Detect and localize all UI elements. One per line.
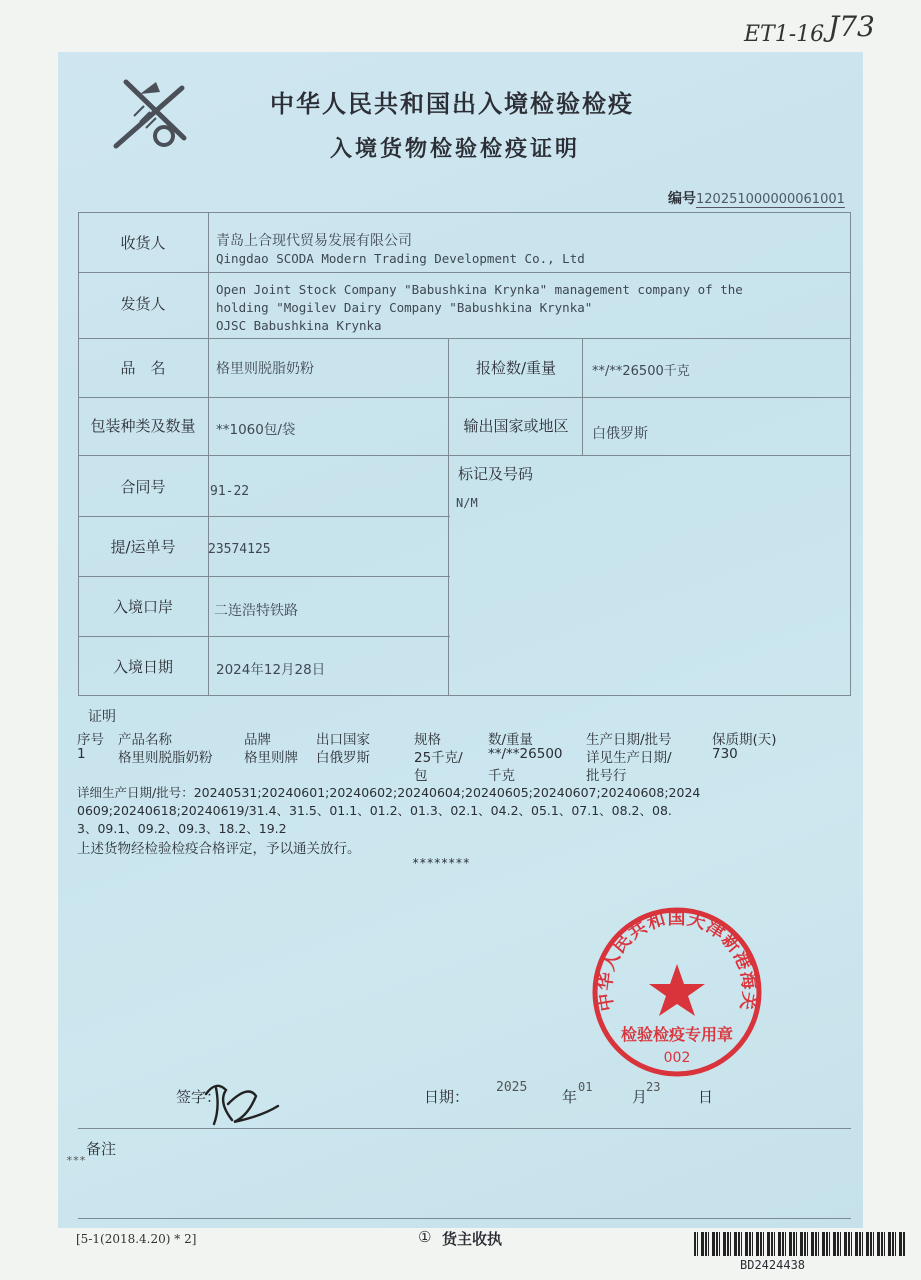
sign-year-unit: 年	[562, 1088, 578, 1106]
document-subtitle: 入境货物检验检疫证明	[330, 137, 581, 162]
row-country: 白俄罗斯	[316, 750, 370, 766]
table-row-line	[78, 397, 851, 398]
seal-number: 002	[663, 1050, 691, 1066]
row-spec: 25千克/	[414, 750, 463, 766]
production-batch-detail-3: 3、09.1、09.2、09.3、18.2、19.2	[77, 821, 287, 836]
seal-inner-text: 检验检疫专用章	[620, 1025, 734, 1044]
origin-country-value: 白俄罗斯	[592, 426, 648, 442]
customs-emblem-icon	[104, 76, 196, 154]
table-border-left	[78, 212, 79, 696]
signature-label: 签字：	[176, 1088, 222, 1106]
consignee-label: 收货人	[120, 234, 166, 252]
table-mid-divider	[448, 338, 449, 695]
copy-label: 货主收执	[442, 1230, 503, 1248]
entry-port-label: 入境口岸	[112, 598, 173, 616]
table-border-right	[850, 212, 851, 696]
serial-number	[668, 188, 845, 208]
table-border-top	[78, 212, 851, 213]
table-row-line	[78, 636, 450, 637]
entry-date-value: 2024年12月28日	[216, 662, 326, 678]
row-index: 1	[77, 746, 86, 762]
table-border-bottom	[78, 695, 851, 696]
col-header-index: 序号	[77, 732, 104, 748]
col-header-brand: 品牌	[244, 732, 271, 748]
package-value: **1060包/袋	[216, 422, 296, 438]
consignee-name-en: Qingdao SCODA Modern Trading Development Co., Ltd	[216, 251, 585, 266]
consignee-name-cn: 青岛上合现代贸易发展有限公司	[216, 233, 412, 249]
col-header-country: 出口国家	[316, 732, 370, 748]
col-header-shelf-life: 保质期(天)	[712, 732, 777, 748]
handwritten-note-2: J73	[828, 10, 875, 43]
official-seal	[588, 906, 766, 1078]
product-name-label: 品 名	[120, 359, 166, 377]
row-quantity-unit: 千克	[488, 768, 515, 784]
package-label: 包装种类及数量	[90, 417, 196, 435]
row-batch-2: 批号行	[586, 768, 627, 784]
sign-day-unit: 日	[698, 1088, 714, 1106]
row-spec-unit: 包	[414, 768, 428, 784]
row-batch: 详见生产日期/	[586, 750, 672, 766]
contract-number-value: 91-22	[210, 484, 250, 499]
table-row-line	[78, 272, 851, 273]
consignor-label: 发货人	[120, 295, 166, 313]
col-header-quantity: 数/重量	[488, 732, 534, 748]
contract-number-label: 合同号	[120, 478, 166, 496]
origin-country-label: 输出国家或地区	[463, 417, 569, 435]
form-code: [5-1(2018.4.20) * 2]	[76, 1232, 197, 1246]
table-row-line	[78, 338, 851, 339]
col-header-batch: 生产日期/批号	[586, 732, 672, 748]
seal-outer-text: 中华人民共和国天津新港海关	[594, 907, 760, 1013]
table-mid-divider-2	[582, 338, 583, 455]
production-batch-detail-2: 0609;20240618;20240619/31.4、31.5、01.1、01.2、01.3、02.1、04.2、05.1、07.1、08.2、08.	[77, 803, 672, 818]
row-shelf-life: 730	[712, 746, 738, 762]
quantity-weight-label: 报检数/重量	[475, 359, 557, 377]
signature-icon	[198, 1074, 282, 1130]
seal-star-icon	[649, 964, 705, 1016]
copy-mark: ①	[418, 1228, 432, 1246]
consignor-line-2: holding "Mogilev Dairy Company "Babushkina Krynka"	[216, 300, 593, 315]
certificate-end-stars: ********	[412, 856, 470, 870]
remarks-bottom-line	[78, 1218, 851, 1219]
quantity-weight-value: **/**26500千克	[592, 364, 690, 379]
sign-date-label: 日期：	[424, 1088, 470, 1106]
bill-number-value: 23574125	[208, 542, 271, 557]
handwritten-note-1: ET1-16	[744, 22, 825, 47]
certificate-heading: 证明	[88, 709, 116, 725]
table-row-line	[78, 576, 450, 577]
production-batch-detail-1: 详细生产日期/批号：20240531;20240601;20240602;20240604;20240605;20240607;20240608;2024	[77, 785, 701, 800]
row-brand: 格里则牌	[244, 750, 298, 766]
row-product: 格里则脱脂奶粉	[118, 750, 213, 766]
product-name-value: 格里则脱脂奶粉	[216, 361, 314, 377]
marks-label: 标记及号码	[458, 465, 534, 483]
remarks-label: 备注	[86, 1140, 117, 1158]
table-row-line	[78, 455, 851, 456]
table-col-divider	[208, 212, 209, 696]
serial-label: 编号	[668, 191, 696, 207]
consignor-line-3: OJSC Babushkina Krynka	[216, 318, 382, 333]
remarks-value: ***	[66, 1154, 86, 1167]
col-header-spec: 规格	[414, 732, 441, 748]
col-header-product: 产品名称	[118, 732, 172, 748]
row-quantity: **/**26500	[488, 746, 563, 762]
table-row-line	[78, 516, 450, 517]
certificate-conclusion: 上述货物经检验检疫合格评定，予以通关放行。	[77, 841, 361, 857]
barcode-text: BD2424438	[740, 1258, 806, 1272]
sign-day: 23	[646, 1080, 661, 1094]
sign-month-unit: 月	[632, 1088, 648, 1106]
entry-date-label: 入境日期	[112, 658, 173, 676]
entry-port-value: 二连浩特铁路	[214, 603, 298, 619]
marks-value: N/M	[456, 496, 478, 510]
consignor-line-1: Open Joint Stock Company "Babushkina Krynka" management company of the	[216, 282, 743, 297]
barcode-icon	[694, 1232, 906, 1256]
serial-value: 120251000000061001	[696, 192, 845, 207]
sign-year: 2025	[496, 1080, 528, 1095]
document-title: 中华人民共和国出入境检验检疫	[270, 90, 634, 118]
bill-number-label: 提/运单号	[110, 538, 176, 556]
remarks-top-line	[78, 1128, 851, 1129]
sign-month: 01	[578, 1080, 593, 1094]
